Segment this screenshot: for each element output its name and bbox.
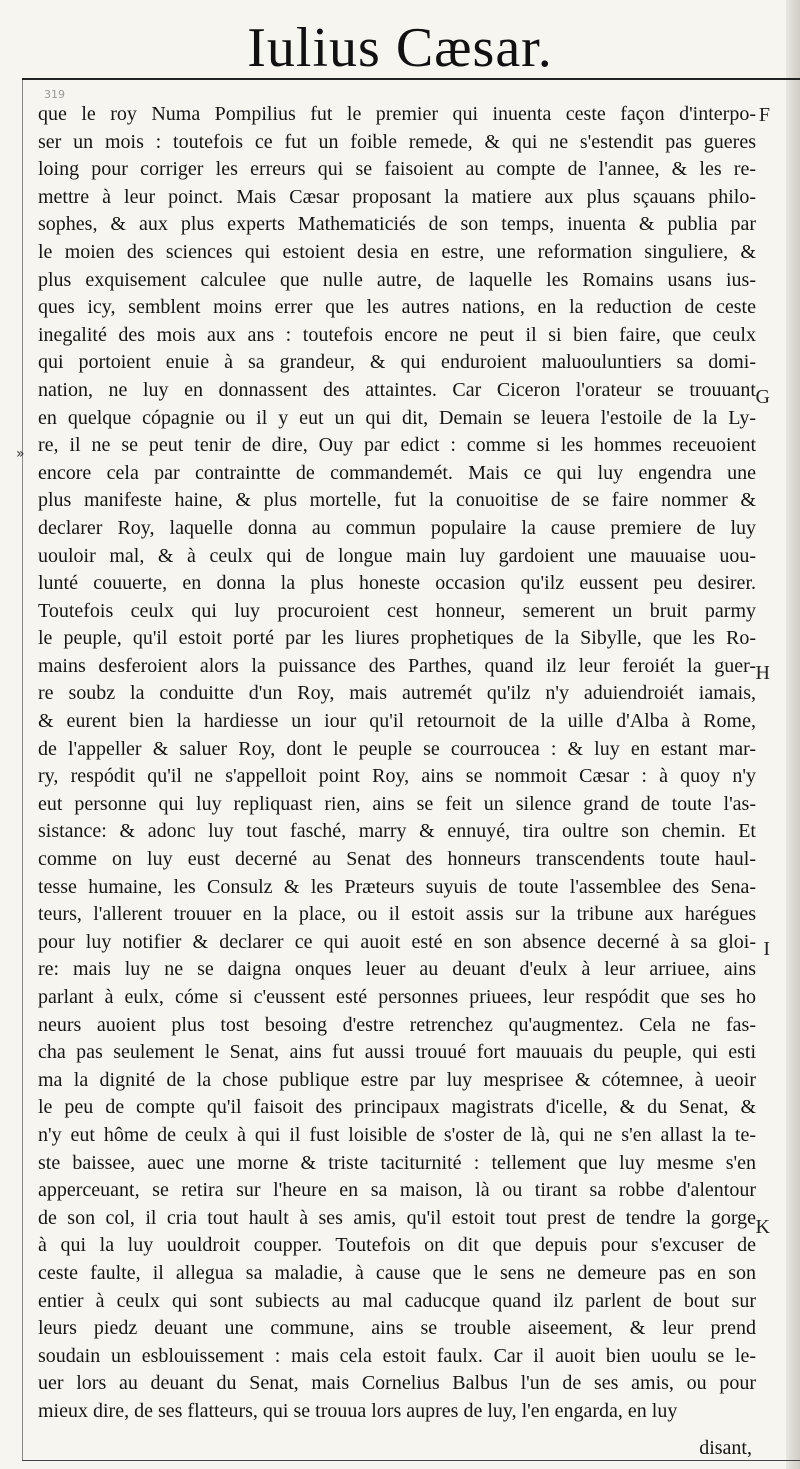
margin-letter-f: F	[758, 104, 770, 126]
text-line: ceste faulte, il allegua sa maladie, à cause que le sens ne demeure pas en son	[38, 1261, 756, 1284]
text-line: apperceuant, se retira sur l'heure en sa maison, là ou tirant sa robbe d'alentour	[38, 1179, 756, 1202]
text-line: plus manifeste haine, & plus mortelle, fut la conuoitise de se faire nommer &	[38, 489, 756, 512]
text-line: loing pour corriger les erreurs qui se faisoient au compte de l'annee, & les re-	[38, 158, 756, 181]
text-line: uer lors au deuant du Senat, mais Cornelius Balbus l'un de ses amis, ou pour	[38, 1372, 756, 1395]
text-line: ma la dignité de la chose publique estre par luy mesprisee & cótemnee, à ueoir	[38, 1068, 756, 1091]
text-line: le peu de compte qu'il faisoit des principaux magistrats d'icelle, & du Senat, &	[38, 1096, 756, 1119]
text-line: & eurent bien la hardiesse un iour qu'il retournoit de la uille d'Alba à Rome,	[38, 710, 756, 733]
running-title: Iulius Cæsar.	[247, 17, 553, 79]
left-margin-rule	[22, 80, 23, 1460]
left-margin-mark: »	[16, 446, 25, 462]
text-line: comme on luy eust decerné au Senat des honneurs transcendents toute haul-	[38, 848, 756, 871]
text-line: re, il ne se peut tenir de dire, Ouy par edict : comme si les hommes receuoient	[38, 434, 756, 457]
text-line: ry, respódit qu'il ne s'appelloit point Roy, ains se nommoit Cæsar : à quoy n'y	[38, 765, 756, 788]
text-line: teurs, l'allerent trouuer en la place, ou il estoit assis sur la tribune aux harégues	[38, 903, 756, 926]
text-line: de son col, il cria tout hault à ses amis, qu'il estoit tout prest de tendre la gorge	[38, 1206, 756, 1229]
catchword: disant,	[699, 1437, 752, 1459]
text-line: soudain un esblouissement : mais cela estoit faulx. Car il auoit bien uoulu se le-	[38, 1344, 756, 1367]
text-line: mettre à leur poinct. Mais Cæsar proposant la matiere aux plus sçauans philo-	[38, 185, 756, 208]
page-tick-mark: 319	[44, 88, 65, 101]
text-line: encore cela par contraintte de commandemét. Mais ce qui luy engendra une	[38, 461, 756, 484]
text-line: cha pas seulement le Senat, ains fut aussi trouué fort mauuais du peuple, qui esti	[38, 1041, 756, 1064]
text-line: uouloir mal, & à ceulx qui de longue main luy gardoient une mauuaise uou-	[38, 544, 756, 567]
text-line: le moien des sciences qui estoient desia en estre, une reformation singuliere, &	[38, 240, 756, 263]
text-line: pour luy notifier & declarer ce qui auoit esté en son absence decerné à sa gloi-	[38, 930, 756, 953]
text-line: ste baissee, auec une morne & triste taciturnité : tellement que luy mesme s'en	[38, 1151, 756, 1174]
text-line: tesse humaine, les Consulz & les Præteurs suyuis de toute l'assemblee des Sena-	[38, 875, 756, 898]
text-line: ques icy, semblent moins errer que les autres nations, en la reduction de ceste	[38, 296, 756, 319]
text-line: sophes, & aux plus experts Mathematiciés de son temps, inuenta & publia par	[38, 213, 756, 236]
text-line: plus exquisement calculee que nulle autre, de laquelle les Romains usans ius-	[38, 268, 756, 291]
text-line: n'y eut hôme de ceulx à qui il fust loisible de s'oster de là, qui ne s'en allast la te-	[38, 1123, 756, 1146]
text-line: ser un mois : toutefois ce fut un foible remede, & qui ne s'estendit pas gueres	[38, 130, 756, 153]
body-text	[38, 101, 756, 1426]
text-line: qui portoient enuie à sa grandeur, & qui enduroient maluouluntiers sa domi-	[38, 351, 756, 374]
text-line: que le roy Numa Pompilius fut le premier qui inuenta ceste façon d'interpo-	[38, 103, 756, 125]
text-line: re: mais luy ne se daigna onques leuer au deuant d'eulx à leur arriuee, ains	[38, 958, 756, 981]
text-line: entier à ceulx qui sont subiects au mal caducque quand ilz parlent de bout sur	[38, 1289, 756, 1312]
text-line: leurs piedz deuant une commune, ains se trouble aiseement, & leur prend	[38, 1317, 756, 1340]
text-line: inegalité des mois aux ans : toutefois encore ne peut il si bien faire, que ceulx	[38, 323, 756, 346]
text-line: declarer Roy, laquelle donna au commun populaire la cause premiere de luy	[38, 516, 756, 539]
text-line: eut personne qui luy repliquast rien, ains se feit un silence grand de toute l'as-	[38, 792, 756, 815]
header-rule	[22, 78, 800, 80]
text-line: nation, ne luy en donnassent des attaintes. Car Ciceron l'orateur se trouuant	[38, 378, 756, 401]
margin-letter-g: G	[755, 386, 770, 408]
margin-letter-h: H	[755, 662, 770, 684]
text-line: en quelque cópagnie ou il y eut un qui dit, Demain se leuera l'estoile de la Ly-	[38, 406, 756, 429]
text-line: mieux dire, de ses flatteurs, qui se trouua lors aupres de luy, l'en engarda, en luy	[38, 1399, 678, 1422]
text-line: sistance: & adonc luy tout fasché, marry & ennuyé, tira oultre son chemin. Et	[38, 820, 756, 843]
text-line: re soubz la conduitte d'un Roy, mais autremét qu'ilz n'y aduiendroiét iamais,	[38, 682, 756, 705]
text-line: mains desferoient alors la puissance des Parthes, quand ilz leur feroiét la guer-	[38, 654, 756, 677]
text-line: neurs auoient plus tost besoing d'estre retrenchez qu'augmentez. Cela ne fas-	[38, 1013, 756, 1036]
text-line: à qui la luy uouldroit coupper. Toutefois on dit que depuis pour s'excuser de	[38, 1234, 756, 1257]
text-line: de l'appeller & saluer Roy, dont le peuple se courroucea : & luy en estant mar-	[38, 737, 756, 760]
margin-letter-i: I	[763, 938, 770, 960]
text-line: parlant à eulx, cóme si c'eussent esté personnes priuees, leur respódit que ses ho	[38, 986, 756, 1008]
text-line: le peuple, qu'il estoit porté par les liures prophetiques de la Sibylle, que les Ro-	[38, 627, 756, 650]
margin-letter-k: K	[755, 1216, 770, 1238]
text-line: Toutefois ceulx qui luy procuroient cest honneur, semerent un bruit parmy	[38, 599, 756, 622]
bottom-rule	[22, 1460, 800, 1461]
page-edge-shadow	[786, 0, 800, 1469]
text-line: lunté couuerte, en donna la plus honeste occasion qu'ilz eussent peu desirer.	[38, 572, 756, 595]
